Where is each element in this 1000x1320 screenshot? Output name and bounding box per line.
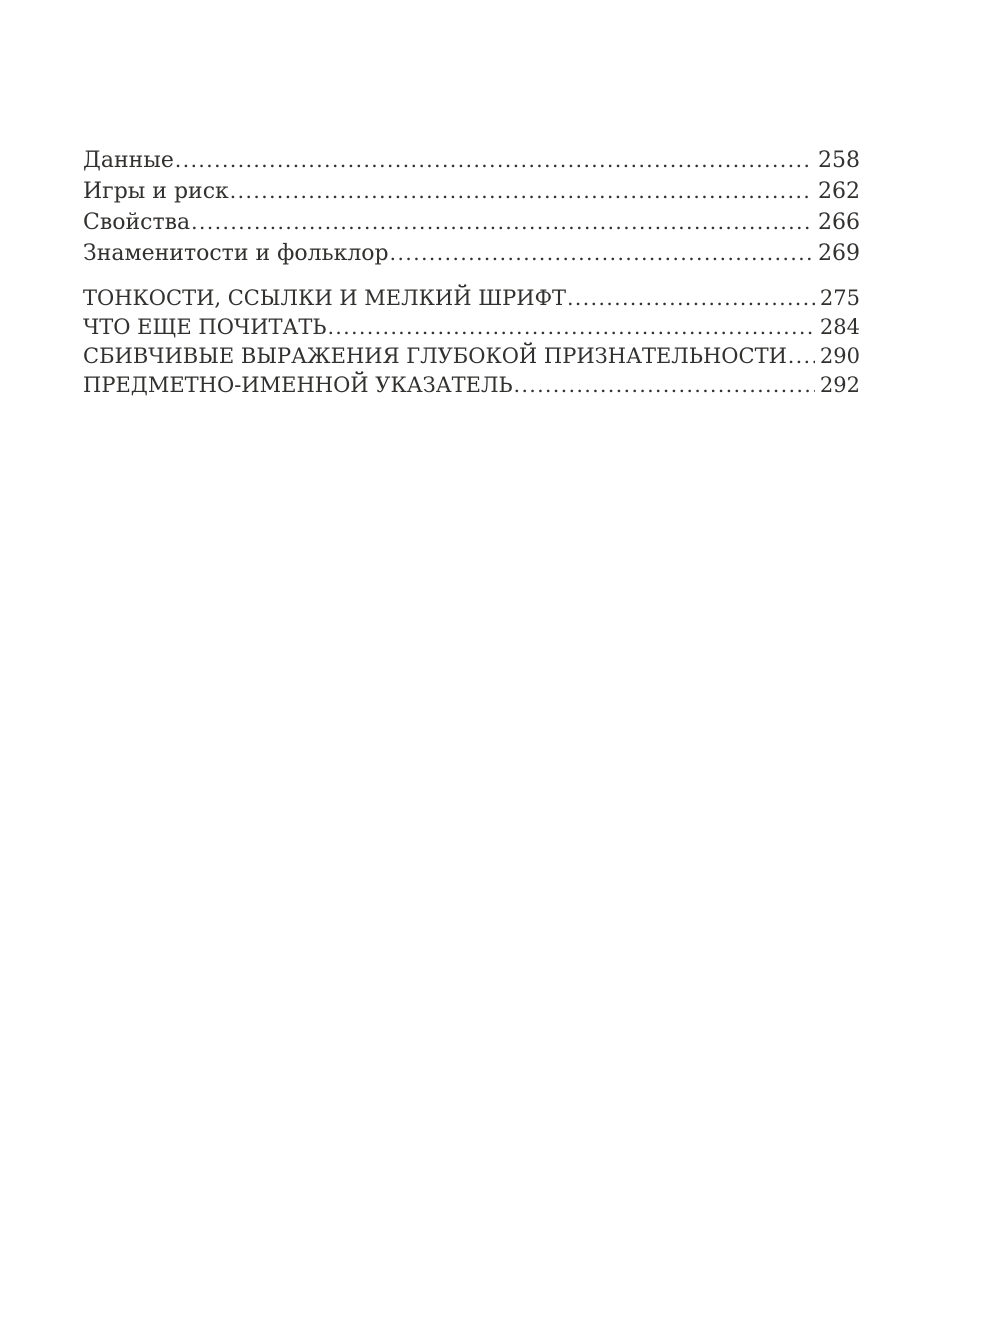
toc-dot-leader <box>567 284 815 313</box>
toc-entry-title: Игры и риск <box>83 179 229 204</box>
toc-entry <box>83 145 860 176</box>
toc-dot-leader <box>788 342 815 371</box>
toc-entry-page: 262 <box>818 179 860 204</box>
toc-entry <box>83 371 860 400</box>
toc-entry-title: Свойства <box>83 210 191 235</box>
toc-entry-title: Знаменитости и фольклор <box>83 241 389 266</box>
toc-entry-title: Данные <box>83 148 174 173</box>
toc-entry <box>83 313 860 342</box>
toc-group-back-matter <box>83 284 860 400</box>
toc-entry-page: 292 <box>819 373 860 397</box>
toc-entry <box>83 207 860 238</box>
toc-dot-leader <box>175 145 813 176</box>
toc-entry-page: 275 <box>819 286 860 310</box>
toc-entry-title: СБИВЧИВЫЕ ВЫРАЖЕНИЯ ГЛУБОКОЙ ПРИЗНАТЕЛЬНОСТИ <box>83 344 787 368</box>
toc-entry-title: ПРЕДМЕТНО-ИМЕННОЙ УКАЗАТЕЛЬ <box>83 373 513 397</box>
toc-dot-leader <box>514 371 815 400</box>
toc-entry-page: 266 <box>818 210 860 235</box>
toc-group-chapters <box>83 145 860 269</box>
toc-entry <box>83 176 860 207</box>
toc-entry <box>83 284 860 313</box>
toc-dot-leader <box>390 238 813 269</box>
toc-entry-page: 269 <box>818 241 860 266</box>
toc-entry-title: ЧТО ЕЩЕ ПОЧИТАТЬ <box>83 315 327 339</box>
toc-dot-leader <box>328 313 815 342</box>
toc-entry <box>83 342 860 371</box>
toc-entry <box>83 238 860 269</box>
toc-entry-page: 284 <box>819 315 860 339</box>
toc-entry-page: 258 <box>818 148 860 173</box>
toc-dot-leader <box>230 176 813 207</box>
toc-entry-page: 290 <box>819 344 860 368</box>
toc-entry-title: ТОНКОСТИ, ССЫЛКИ И МЕЛКИЙ ШРИФТ <box>83 286 567 310</box>
toc-dot-leader <box>191 207 813 238</box>
